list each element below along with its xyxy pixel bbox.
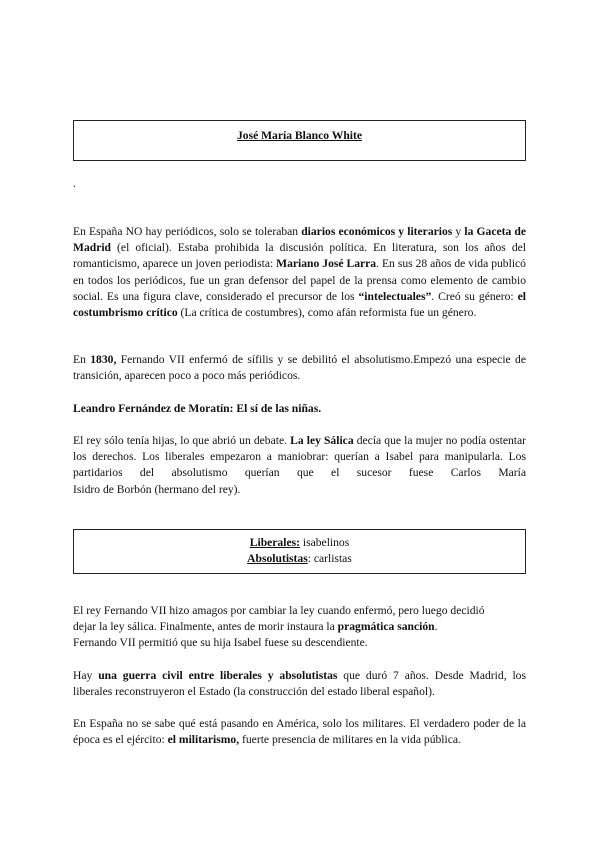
section-heading-moratin: Leandro Fernández de Moratín: El sí de las niñas. — [73, 402, 322, 415]
bold-pragmatica: pragmática sanción — [337, 620, 435, 634]
paragraph-1830: En 1830, Fernando VII enfermó de sífilis y se debilitó el absolutismo.Empezó una especie de transición, aparecen poco a poco más periódicos. — [73, 353, 526, 383]
bold-intelectuales: “intelectuales” — [358, 289, 432, 303]
paragraph-guerra-civil: Hay una guerra civil entre liberales y absolutistas que duró 7 años. Desde Madrid, los liberales reconstruyeron el Estado (la construcción del estado liberal español). — [73, 669, 526, 699]
bold-larra: Mariano José Larra — [276, 257, 377, 271]
bold-diarios: diarios económicos y literarios — [301, 225, 453, 238]
liberales-line: Liberales: isabelinos — [249, 536, 350, 549]
paragraph-pragmatica: El rey Fernando VII hizo amagos por cambiar la ley cuando enfermó, pero luego decidió dejar la ley sálica. Finalmente, antes de morir instaura la pragmática sanción. Fernando VII permitió que su hija Isabel fuese su descendiente. — [73, 604, 485, 650]
stray-dot: . — [73, 177, 76, 190]
paragraph-prensa-larra: En España NO hay periódicos, solo se toleraban diarios económicos y literarios y la Gaceta de Madrid (el oficial). Estaba prohibida la discusión política. En literatura, son los años del romanticismo, aparece un joven periodista: Mariano José Larra. En sus 28 años de vida publicó en todos los periódicos, fue un gran defensor del papel de la prensa como elemento de cambio social. Es una figura clave, considerado el precursor de los “intelectuales”. Creó su género: el costumbrismo crítico (La crítica de costumbres), como afán reformista fue un género. — [73, 225, 526, 320]
bold-1830: 1830, — [90, 353, 117, 366]
bold-militarismo: el militarismo, — [167, 733, 240, 747]
absolutistas-line: Absolutistas: carlistas — [247, 552, 352, 565]
paragraph-ley-salica: El rey sólo tenía hijas, lo que abrió un debate. La ley Sálica decía que la mujer no podía ostentar los derechos. Los liberales empezaron a maniobrar: querían a Isabel para manipularla. Los partidarios del absolutismo querían que el sucesor fuese Carlos María Isidro de Borbón (hermano del rey). — [73, 434, 526, 496]
paragraph-militarismo: En España no se sabe qué está pasando en América, solo los militares. El verdadero poder de la época es el ejército: el militarismo, fuerte presencia de militares en la vida pública. — [73, 717, 526, 747]
bold-guerra-civil: una guerra civil entre liberales y absolutistas — [98, 669, 338, 682]
bold-gaceta: la Gaceta de Madrid — [73, 225, 526, 255]
title-box — [73, 120, 526, 161]
bold-costumbrismo: el costumbrismo crítico — [73, 289, 526, 320]
factions-box — [73, 529, 526, 574]
document-title: José María Blanco White — [236, 129, 363, 142]
bold-ley-salica: La ley Sálica — [290, 434, 354, 447]
